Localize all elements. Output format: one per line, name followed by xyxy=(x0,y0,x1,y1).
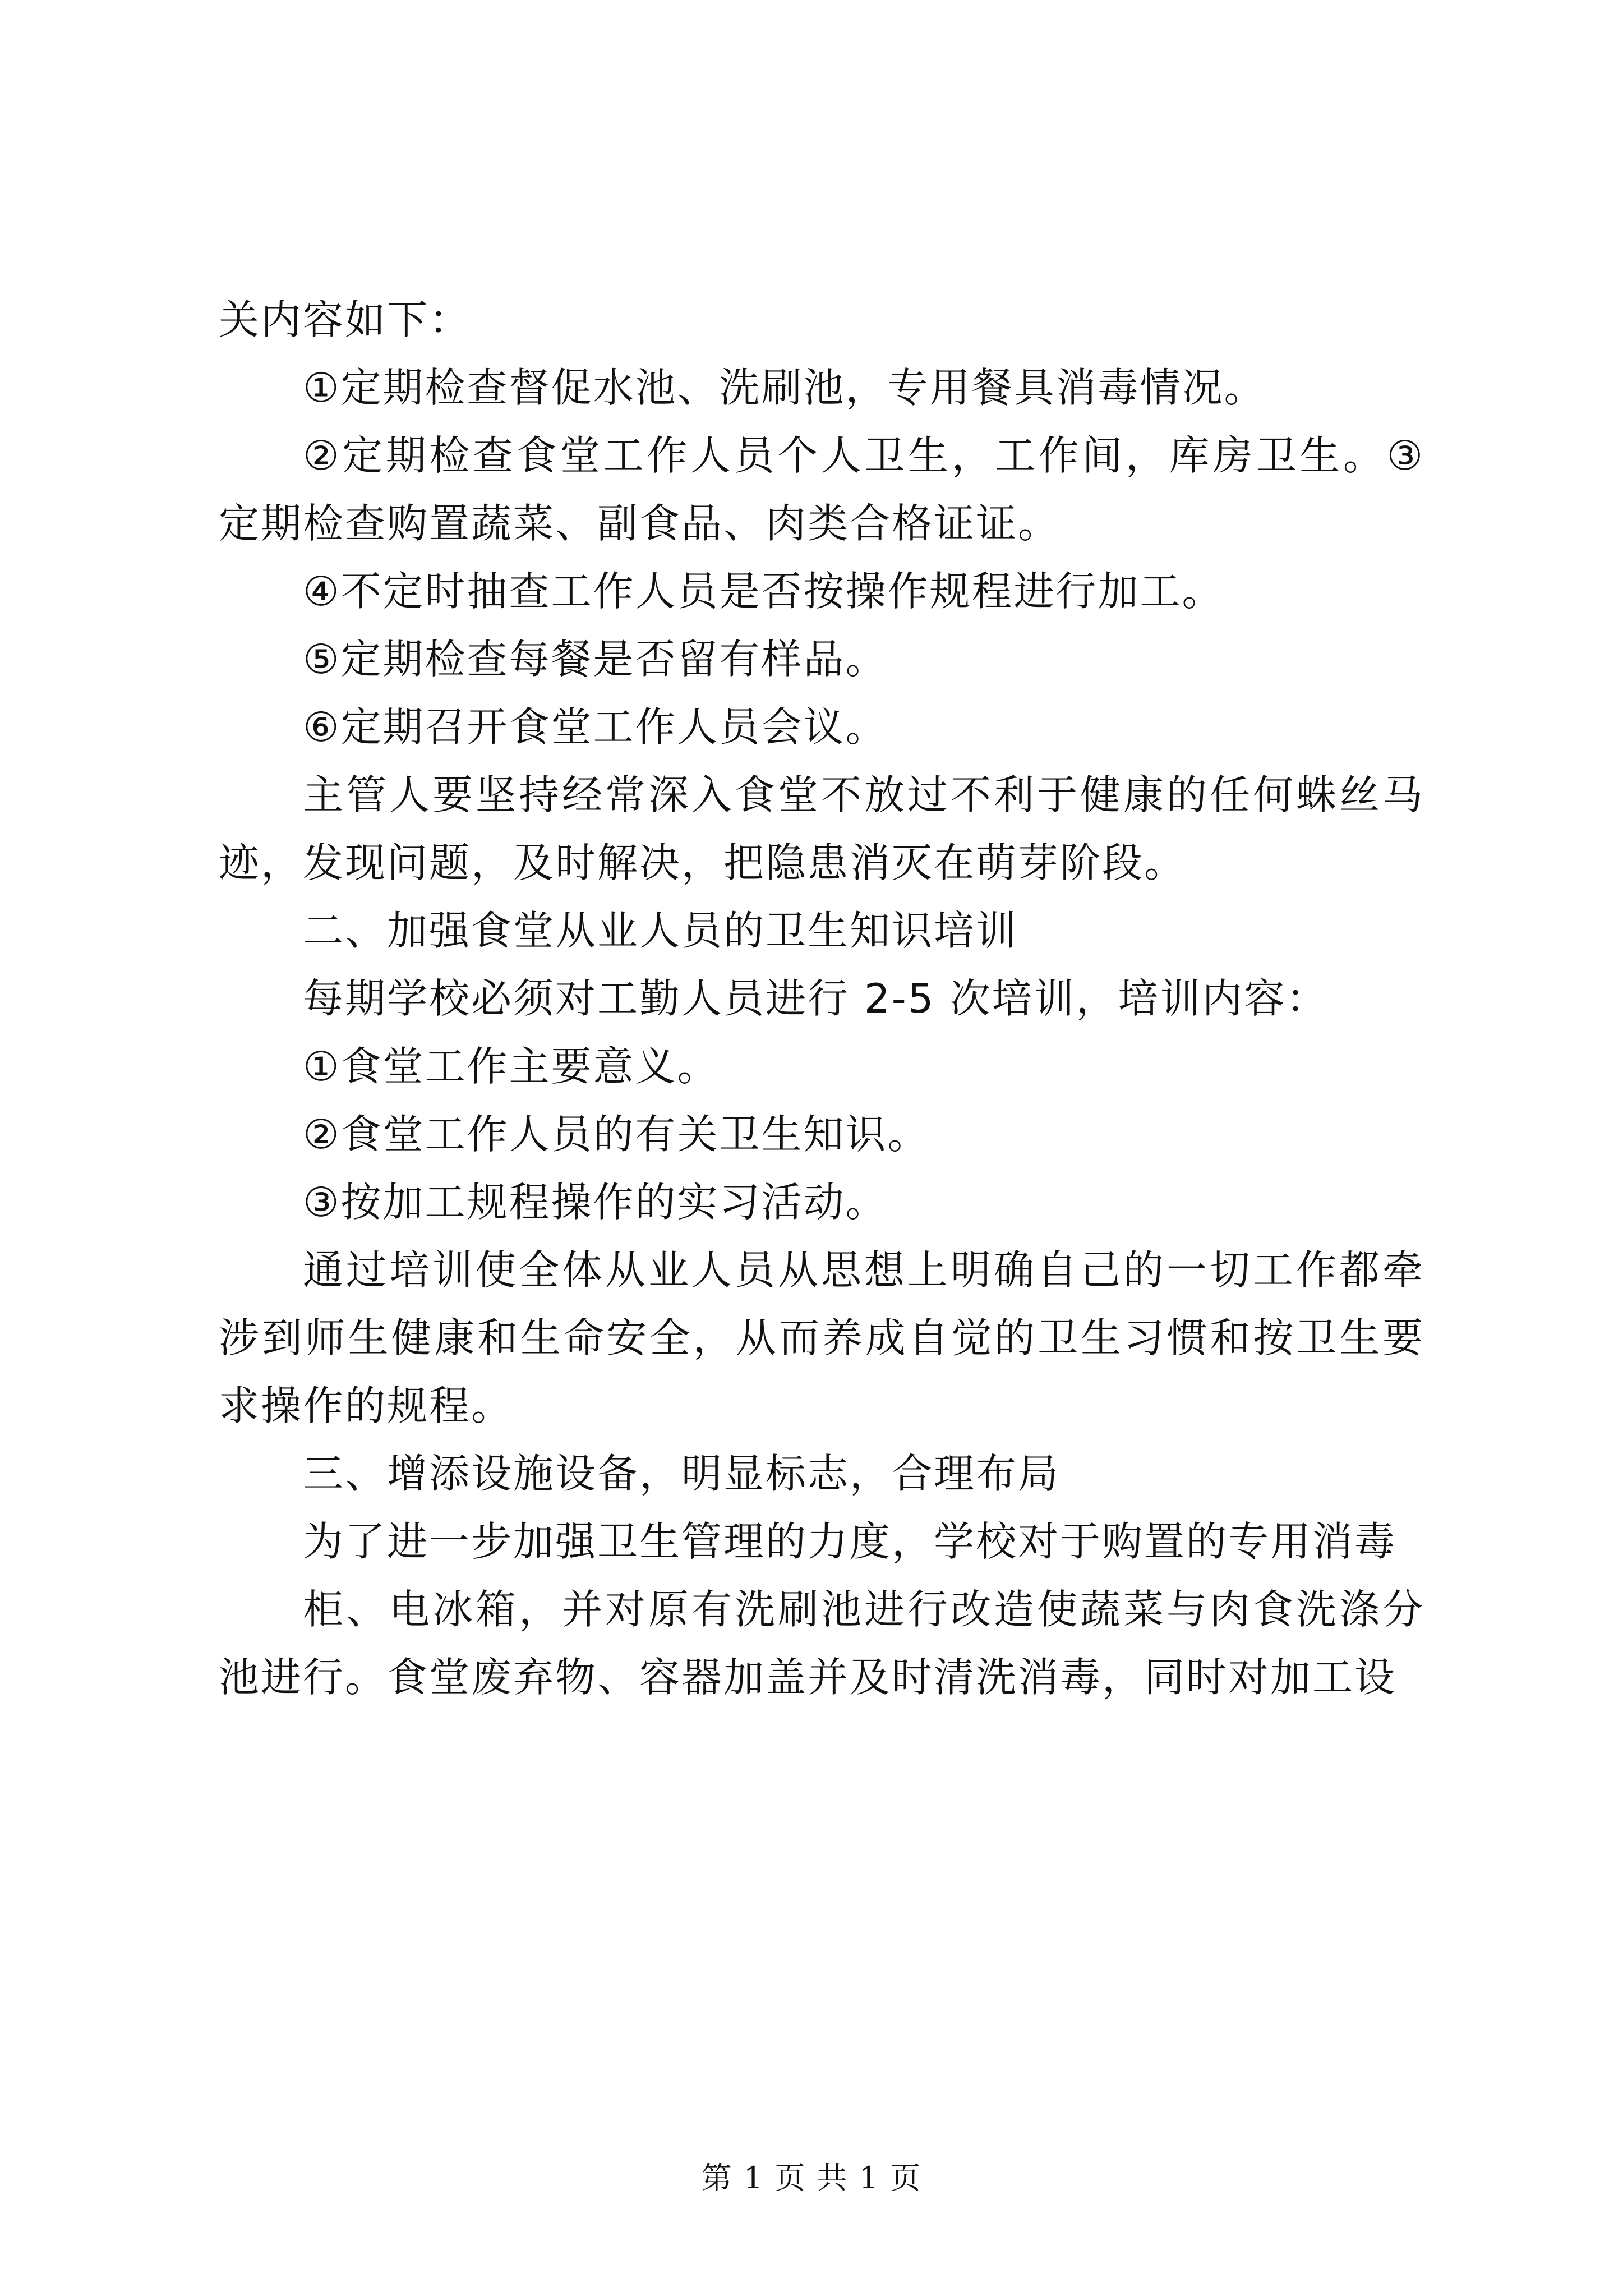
paragraph: ①定期检查督促水池、洗刷池，专用餐具消毒情况。 xyxy=(303,364,1266,411)
paragraph: 主管人要坚持经常深入食堂不放过不利于健康的任何蛛丝马迹，发现问题，及时解决，把隐患消灭在萌芽阶段。 xyxy=(219,771,1424,886)
paragraph: 通过培训使全体从业人员从思想上明确自己的一切工作都牵涉到师生健康和生命安全，从而养成自觉的卫生习惯和按卫生要求操作的规程。 xyxy=(219,1246,1424,1429)
paragraph: ②食堂工作人员的有关卫生知识。 xyxy=(303,1111,930,1158)
paragraph: ⑥定期召开食堂工作人员会议。 xyxy=(303,703,888,751)
paragraph: 三、增添设施设备，明显标志，合理布局 xyxy=(303,1450,1061,1497)
paragraph: 柜、电冰箱，并对原有洗刷池进行改造使蔬菜与肉食洗涤分池进行。食堂废弃物、容器加盖并及时清洗消毒，同时对加工设 xyxy=(219,1586,1424,1701)
paragraph: ①食堂工作主要意义。 xyxy=(303,1043,720,1090)
paragraph: ③按加工规程操作的实习活动。 xyxy=(303,1179,888,1226)
paragraph: ④不定时抽查工作人员是否按操作规程进行加工。 xyxy=(303,568,1224,615)
paragraph: 每期学校必须对工勤人员进行 2-5 次培训，培训内容： xyxy=(303,975,1329,1022)
paragraph: 为了进一步加强卫生管理的力度，学校对于购置的专用消毒 xyxy=(303,1518,1397,1565)
paragraph: 二、加强食堂从业人员的卫生知识培训 xyxy=(303,907,1018,954)
page-footer: 第 1 页 共 1 页 xyxy=(701,2160,922,2196)
paragraph: 关内容如下： xyxy=(219,296,472,343)
paragraph: ②定期检查食堂工作人员个人卫生，工作间，库房卫生。③定期检查购置蔬菜、副食品、肉类合格证证。 xyxy=(219,432,1424,547)
document-body xyxy=(219,286,1424,1711)
paragraph: ⑤定期检查每餐是否留有样品。 xyxy=(303,636,888,683)
